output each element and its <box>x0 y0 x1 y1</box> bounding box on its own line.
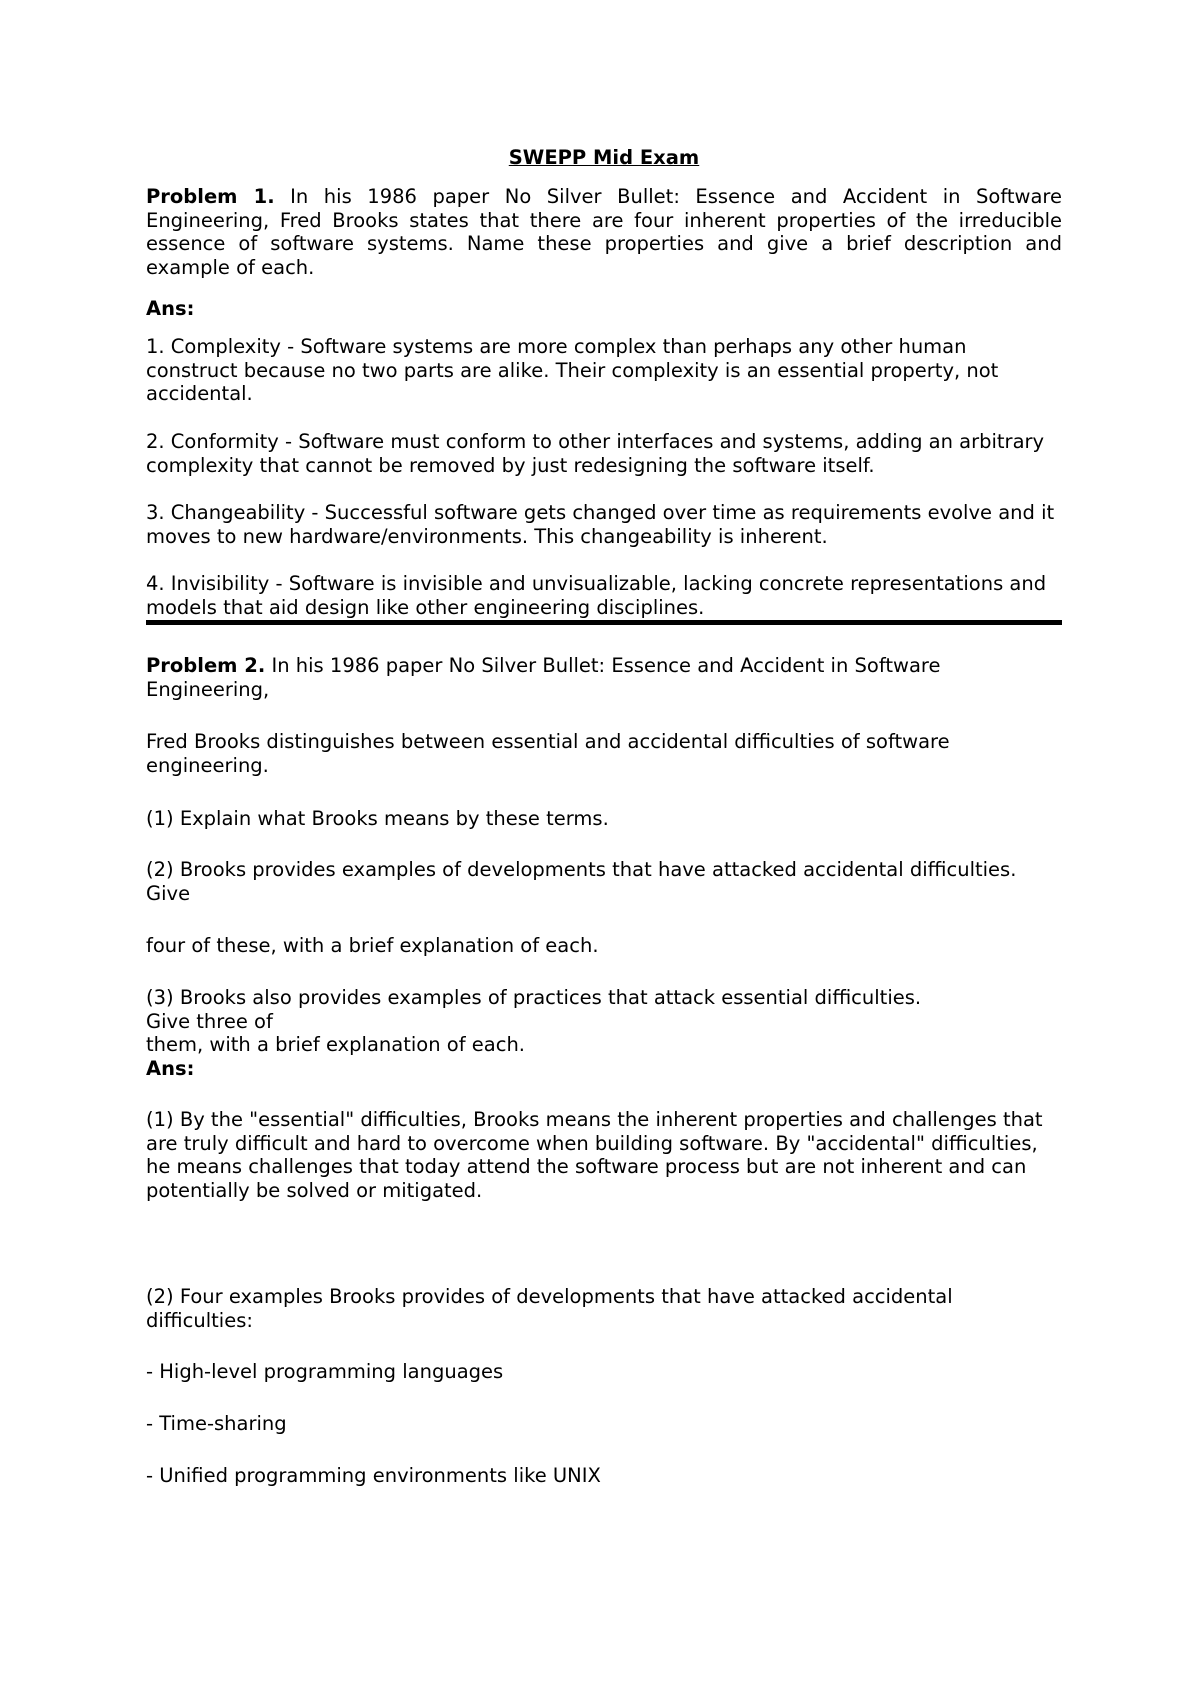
problem-1-answer-1: 1. Complexity - Software systems are more complex than perhaps any other human construct because no two parts are alike. Their complexity is an essential property, not accidental. <box>146 335 999 405</box>
problem-1-answer-2: 2. Conformity - Software must conform to other interfaces and systems, adding an arbitrary complexity that cannot be removed by just redesigning the software itself. <box>146 430 1045 477</box>
document-page <box>146 0 1062 1696</box>
problem-2-ans-label: Ans: <box>146 1057 195 1080</box>
problem-1-answer-3: 3. Changeability - Successful software gets changed over time as requirements evolve and it moves to new hardware/environments. This changeability is inherent. <box>146 501 1055 548</box>
problem-1-ans-label: Ans: <box>146 297 195 320</box>
problem-2-question <box>146 654 1062 701</box>
problem-2-label: Problem 2. <box>146 654 266 677</box>
problem-1-text: In his 1986 paper No Silver Bullet: Essence and Accident in Software Engineering, Fred Brooks states that there are four inherent properties of the irreducible essence of software systems. Name these properties and give a brief description and example of each. <box>146 185 1062 279</box>
problem-1-answer-4: 4. Invisibility - Software is invisible and unvisualizable, lacking concrete representations and models that aid design like other engineering disciplines. <box>146 572 1047 619</box>
problem-2-answer-1: (1) By the "essential" difficulties, Brooks means the inherent properties and challenges that are truly difficult and hard to overcome when building software. By "accidental" difficulties, he means challenges that today attend the software process but are not inherent and can potentially be solved or mitigated. <box>146 1108 1043 1202</box>
problem-2-answer-2-item: - Time-sharing <box>146 1412 287 1435</box>
problem-2-q3-continued: them, with a brief explanation of each. <box>146 1033 526 1056</box>
document-title: SWEPP Mid Exam <box>508 146 700 169</box>
problem-2-q2: (2) Brooks provides examples of developments that have attacked accidental difficulties. Give <box>146 858 1017 905</box>
problem-2-distinguish: Fred Brooks distinguishes between essential and accidental difficulties of software engineering. <box>146 730 950 777</box>
problem-2-q2-continued: four of these, with a brief explanation of each. <box>146 934 599 957</box>
section-divider <box>146 620 1062 625</box>
problem-2-answer-2-item: - High-level programming languages <box>146 1360 504 1383</box>
problem-2-answer-2-item: - Unified programming environments like UNIX <box>146 1464 601 1487</box>
problem-2-text: In his 1986 paper No Silver Bullet: Essence and Accident in Software Engineering, <box>146 654 941 701</box>
problem-2-q3: (3) Brooks also provides examples of practices that attack essential difficulties. Give three of <box>146 986 922 1033</box>
problem-2-answer-2-intro: (2) Four examples Brooks provides of developments that have attacked accidental difficulties: <box>146 1285 953 1332</box>
problem-1-question <box>146 185 1062 279</box>
problem-1-label: Problem 1. <box>146 185 275 208</box>
problem-2-q1: (1) Explain what Brooks means by these terms. <box>146 807 609 830</box>
